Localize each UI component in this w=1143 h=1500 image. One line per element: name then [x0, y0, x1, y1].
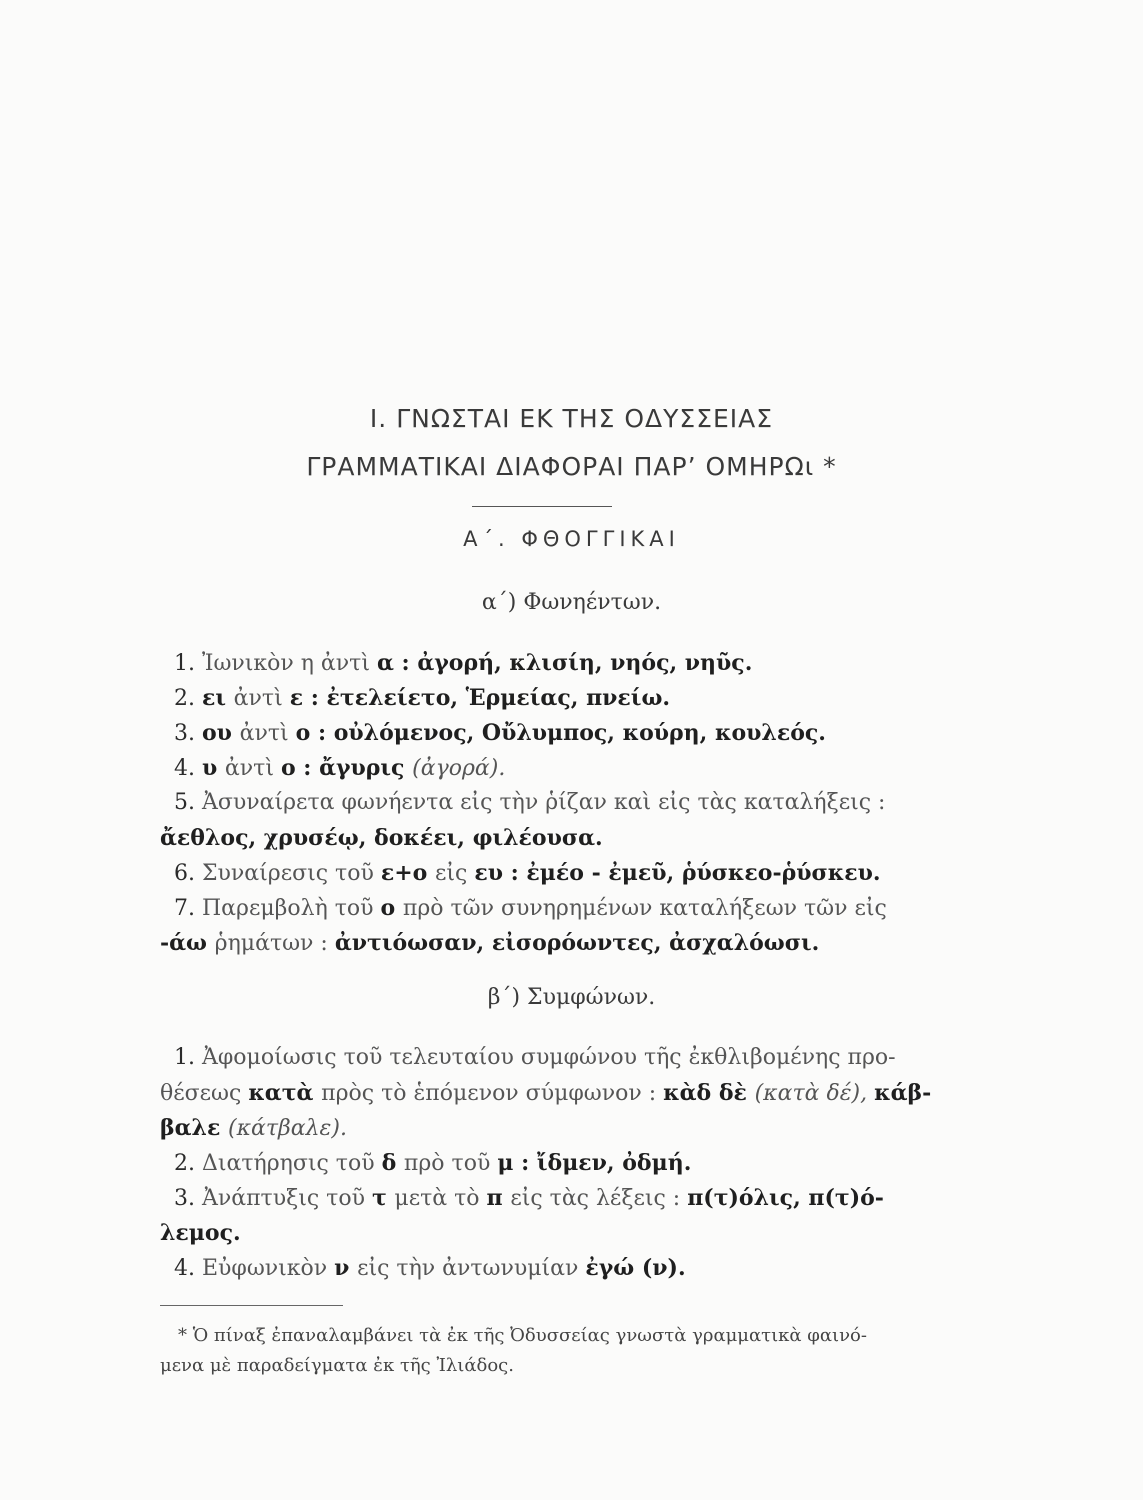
b-item-3-continued [160, 1218, 970, 1249]
item-number: 4. [174, 1256, 202, 1281]
subsection-b-heading: β΄) Συμφώνων. [487, 985, 656, 1010]
a-item-5 [160, 788, 984, 818]
item-text: Ἀσυναίρετα φωνήεντα εἰς τὴν ῥίζαν καὶ εἰς τὰς καταλήξεις : [201, 790, 886, 815]
item-bold: -άω [160, 930, 215, 956]
item-text: εἰς τὴν ἀντωνυμίαν [357, 1256, 586, 1281]
item-bold: ο : οὐλόμενος, Οὔλυμπος, κούρη, κουλεός. [295, 720, 826, 746]
b-item-1-continued [160, 1078, 970, 1109]
a-item-7 [160, 893, 984, 924]
item-bold: τ [371, 1185, 395, 1211]
footnote-line-2: μενα μὲ παραδείγματα ἐκ τῆς Ἰλιάδος. [160, 1355, 514, 1376]
item-bold: κάβ- [874, 1080, 932, 1106]
a-item-2 [160, 683, 984, 714]
item-text: εἰς [434, 861, 475, 886]
item-number: 3. [174, 721, 202, 746]
item-bold: ν [334, 1255, 358, 1281]
item-text: Συναίρεσις τοῦ [201, 861, 381, 886]
item-text: Εὐφωνικὸν [201, 1256, 335, 1281]
item-bold: ει [201, 685, 234, 711]
item-bold: υ [201, 755, 225, 781]
a-item-1 [160, 648, 984, 679]
item-bold: ο [380, 895, 403, 921]
item-bold: ου [201, 720, 240, 746]
item-bold: π(τ)όλις, π(τ)ό- [687, 1185, 884, 1211]
a-item-3 [160, 718, 984, 749]
title-rule [472, 506, 612, 507]
item-number: 7. [174, 896, 202, 921]
item-bold: α : ἀγορή, κλισίη, νηός, νηῦς. [376, 650, 753, 676]
item-bold: λεμος. [160, 1220, 241, 1246]
item-bold: κατὰ [248, 1080, 322, 1106]
item-bold: δ [381, 1150, 404, 1176]
item-italic: (κατὰ δέ), [754, 1081, 875, 1106]
a-item-4 [160, 753, 984, 784]
title-line-2: ΓΡΑΜΜΑΤΙΚΑΙ ΔΙΑΦΟΡΑΙ ΠΑΡ’ ΟΜΗΡΩι * [306, 452, 837, 481]
item-number: 2. [174, 686, 202, 711]
item-number: 1. [174, 651, 202, 676]
b-item-4 [160, 1253, 984, 1284]
item-bold: ε+ο [380, 860, 435, 886]
item-text: πρὸς τὸ ἑπόμενον σύμφωνον : [321, 1081, 664, 1106]
item-number: 2. [174, 1151, 202, 1176]
item-number: 3. [174, 1186, 202, 1211]
item-text: πρὸ τῶν συνηρημένων καταλήξεων τῶν εἰς [402, 896, 887, 921]
item-text: ἀντὶ [239, 721, 296, 746]
b-item-2 [160, 1148, 984, 1179]
a-item-7-continued [160, 928, 970, 959]
item-text: θέσεως [160, 1081, 249, 1106]
item-bold: π [486, 1185, 511, 1211]
item-bold: μ : ἴδμεν, ὀδμή. [497, 1150, 692, 1176]
item-italic: (κάτβαλε). [228, 1116, 347, 1141]
item-italic: (ἀγορά). [412, 756, 506, 781]
item-number: 5. [174, 790, 202, 815]
a-item-6 [160, 858, 984, 889]
item-text: ἀντὶ [233, 686, 290, 711]
item-text: Ἀφομοίωσις τοῦ τελευταίου συμφώνου τῆς ἐκθλιβομένης προ- [201, 1045, 896, 1070]
item-number: 6. [174, 861, 202, 886]
item-bold: ἐγώ (ν). [585, 1255, 686, 1281]
footnote-separator [160, 1305, 343, 1306]
b-item-1 [160, 1043, 984, 1073]
subsection-a-heading: α΄) Φωνηέντων. [481, 590, 662, 615]
item-text: ῥημάτων : [214, 931, 335, 956]
section-heading: Α΄. ΦΘΟΓΓΙΚΑΙ [463, 527, 680, 551]
item-bold: ε : ἐτελείετο, Ἑρμείας, πνείω. [289, 685, 671, 711]
item-bold: ἀντιόωσαν, εἰσορόωντες, ἀσχαλόωσι. [334, 930, 820, 956]
item-text: Παρεμβολὴ τοῦ [201, 896, 381, 921]
item-text: εἰς τὰς λέξεις : [510, 1186, 688, 1211]
item-text: Διατήρησις τοῦ [201, 1151, 382, 1176]
item-text: Ἰωνικὸν η ἀντὶ [201, 651, 377, 676]
b-item-1-continued-2 [160, 1113, 970, 1144]
item-text: πρὸ τοῦ [403, 1151, 498, 1176]
item-text: Ἀνάπτυξις τοῦ [201, 1186, 372, 1211]
item-number: 1. [174, 1045, 202, 1070]
item-text: μετὰ τὸ [394, 1186, 487, 1211]
item-text: ἀντὶ [224, 756, 281, 781]
item-bold: ευ : ἐμέο - ἐμεῦ, ῥύσκεο-ῥύσκευ. [474, 860, 881, 886]
item-number: 4. [174, 756, 202, 781]
item-bold: βαλε [160, 1115, 228, 1141]
item-bold: ο : ἄγυρις [280, 755, 413, 781]
item-bold: ἄεθλος, χρυσέῳ, δοκέει, φιλέουσα. [160, 825, 603, 851]
footnote-line-1: * Ὁ πίναξ ἐπαναλαμβάνει τὰ ἐκ τῆς Ὀδυσσείας γνωστὰ γραμματικὰ φαινό- [178, 1325, 867, 1346]
a-item-5-continued [160, 823, 970, 854]
b-item-3 [160, 1183, 984, 1214]
title-line-1: I. ΓΝΩΣΤΑΙ ΕΚ ΤΗΣ ΟΔΥΣΣΕΙΑΣ [369, 404, 774, 433]
item-bold: κὰδ δὲ [663, 1080, 755, 1106]
